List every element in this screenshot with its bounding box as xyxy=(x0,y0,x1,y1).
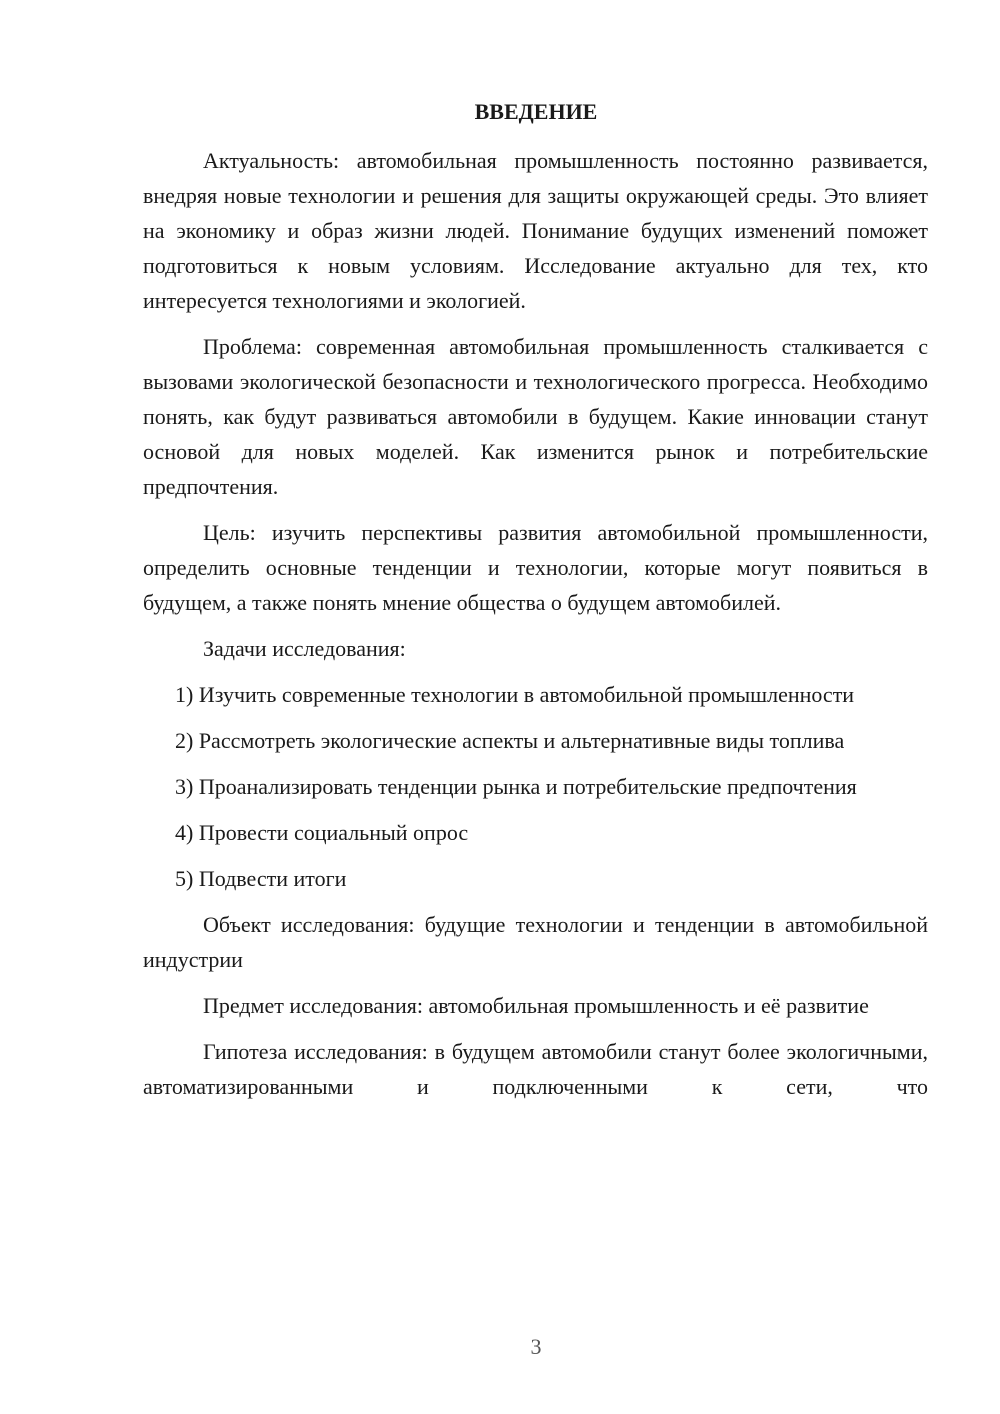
task-item-3: 3) Проанализировать тенденции рынка и потребительские предпочтения xyxy=(175,774,857,799)
page-number: 3 xyxy=(530,1334,542,1359)
task-item-1: 1) Изучить современные технологии в автомобильной промышленности xyxy=(175,682,855,707)
paragraph-hypothesis: Гипотеза исследования: в будущем автомобили станут более экологичными, автоматизированными и подключенными к сети, что xyxy=(143,1039,928,1099)
task-item-5: 5) Подвести итоги xyxy=(175,866,347,891)
page-title: ВВЕДЕНИЕ xyxy=(474,99,598,124)
task-item-2: 2) Рассмотреть экологические аспекты и альтернативные виды топлива xyxy=(175,728,845,753)
paragraph-problem: Проблема: современная автомобильная промышленность сталкивается с вызовами экологической безопасности и технологического прогресса. Необходимо понять, как будут развиваться автомобили в будущем. Какие инновации станут основой для новых моделей. Как изменится рынок и потребительские предпочтения. xyxy=(143,334,928,499)
paragraph-goal: Цель: изучить перспективы развития автомобильной промышленности, определить основные тенденции и технологии, которые могут появиться в будущем, а также понять мнение общества о будущем автомобилей. xyxy=(143,520,928,615)
document-body xyxy=(143,143,928,1115)
paragraph-subject: Предмет исследования: автомобильная промышленность и её развитие xyxy=(203,993,869,1018)
task-item-4: 4) Провести социальный опрос xyxy=(175,820,469,845)
paragraph-relevance: Актуальность: автомобильная промышленность постоянно развивается, внедряя новые технологии и решения для защиты окружающей среды. Это влияет на экономику и образ жизни людей. Понимание будущих изменений поможет подготовиться к новым условиям. Исследование актуально для тех, кто интересуется технологиями и экологией. xyxy=(143,148,928,313)
paragraph-object: Объект исследования: будущие технологии и тенденции в автомобильной индустрии xyxy=(143,912,928,972)
paragraph-tasks-heading: Задачи исследования: xyxy=(203,636,406,661)
